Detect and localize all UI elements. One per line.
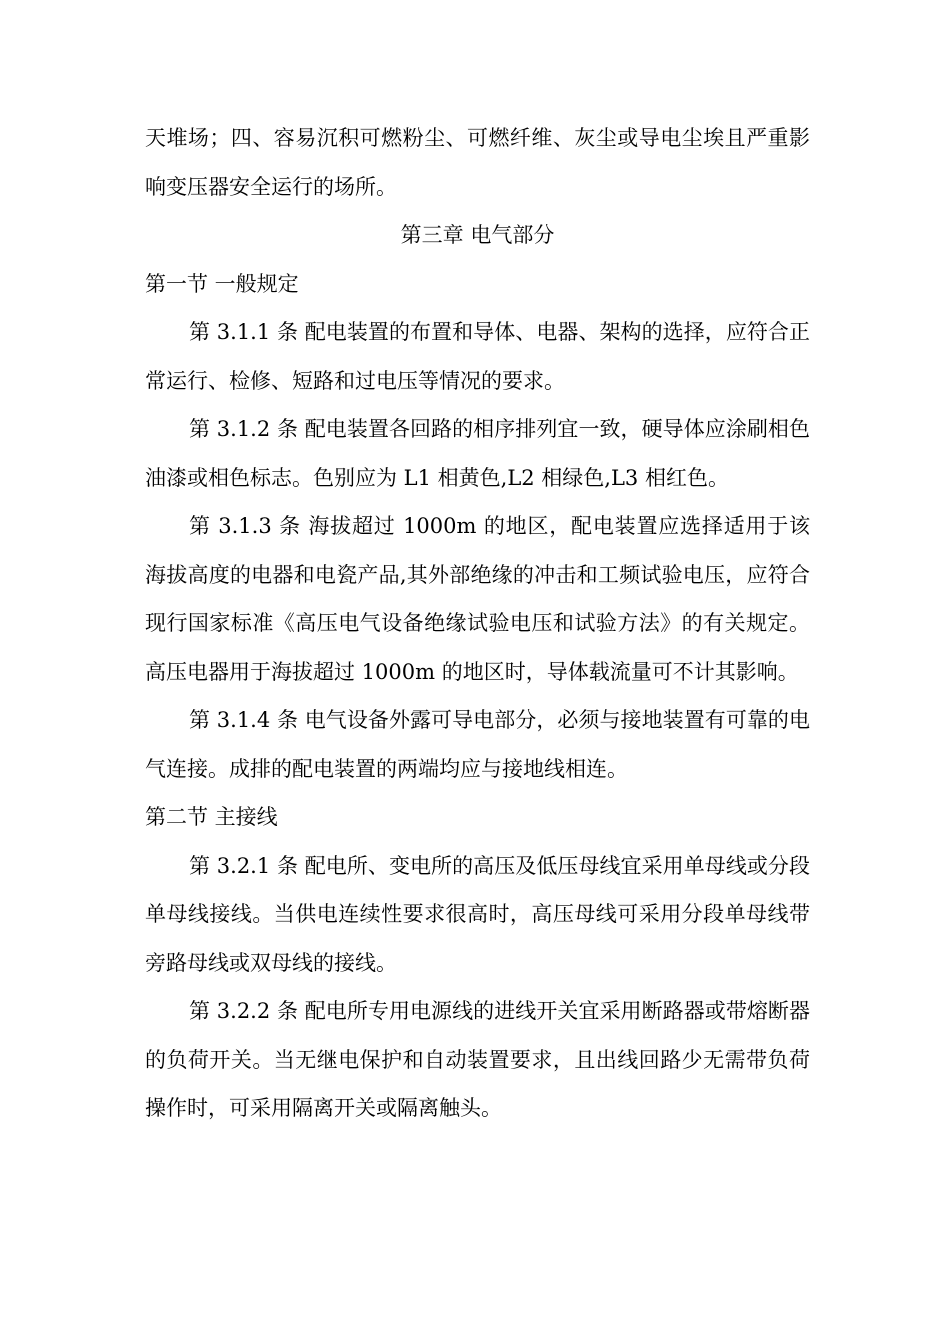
chapter-title: 第三章 电气部分 bbox=[400, 223, 555, 247]
document-body bbox=[145, 114, 810, 1133]
article-paragraph: 第 3.2.1 条 配电所、变电所的高压及低压母线宜采用单母线或分段单母线接线。当供电连续性要求很高时，高压母线可采用分段单母线带旁路母线或双母线的接线。 bbox=[145, 853, 810, 975]
article-paragraph: 第 3.2.2 条 配电所专用电源线的进线开关宜采用断路器或带熔断器的负荷开关。当无继电保护和自动装置要求，且出线回路少无需带负荷操作时，可采用隔离开关或隔离触头。 bbox=[145, 999, 810, 1120]
section-heading: 第二节 主接线 bbox=[145, 805, 278, 829]
article-paragraph: 第 3.1.3 条 海拔超过 1000m 的地区，配电装置应选择适用于该海拔高度的电器和电瓷产品,其外部绝缘的冲击和工频试验电压，应符合现行国家标准《高压电气设备绝缘试验电压和试验方法》的有关规定。高压电器用于海拔超过 1000m 的地区时，导体载流量可不计其影响。 bbox=[145, 514, 810, 684]
intro-paragraph: 天堆场；四、容易沉积可燃粉尘、可燃纤维、灰尘或导电尘埃且严重影响变压器安全运行的场所。 bbox=[145, 126, 810, 199]
article-paragraph: 第 3.1.1 条 配电装置的布置和导体、电器、架构的选择，应符合正常运行、检修、短路和过电压等情况的要求。 bbox=[145, 320, 810, 393]
section-heading: 第一节 一般规定 bbox=[145, 271, 299, 296]
article-paragraph: 第 3.1.2 条 配电装置各回路的相序排列宜一致，硬导体应涂刷相色油漆或相色标志。色别应为 L1 相黄色,L2 相绿色,L3 相红色。 bbox=[145, 417, 810, 490]
article-paragraph: 第 3.1.4 条 电气设备外露可导电部分，必须与接地装置有可靠的电气连接。成排的配电装置的两端均应与接地线相连。 bbox=[145, 708, 810, 781]
